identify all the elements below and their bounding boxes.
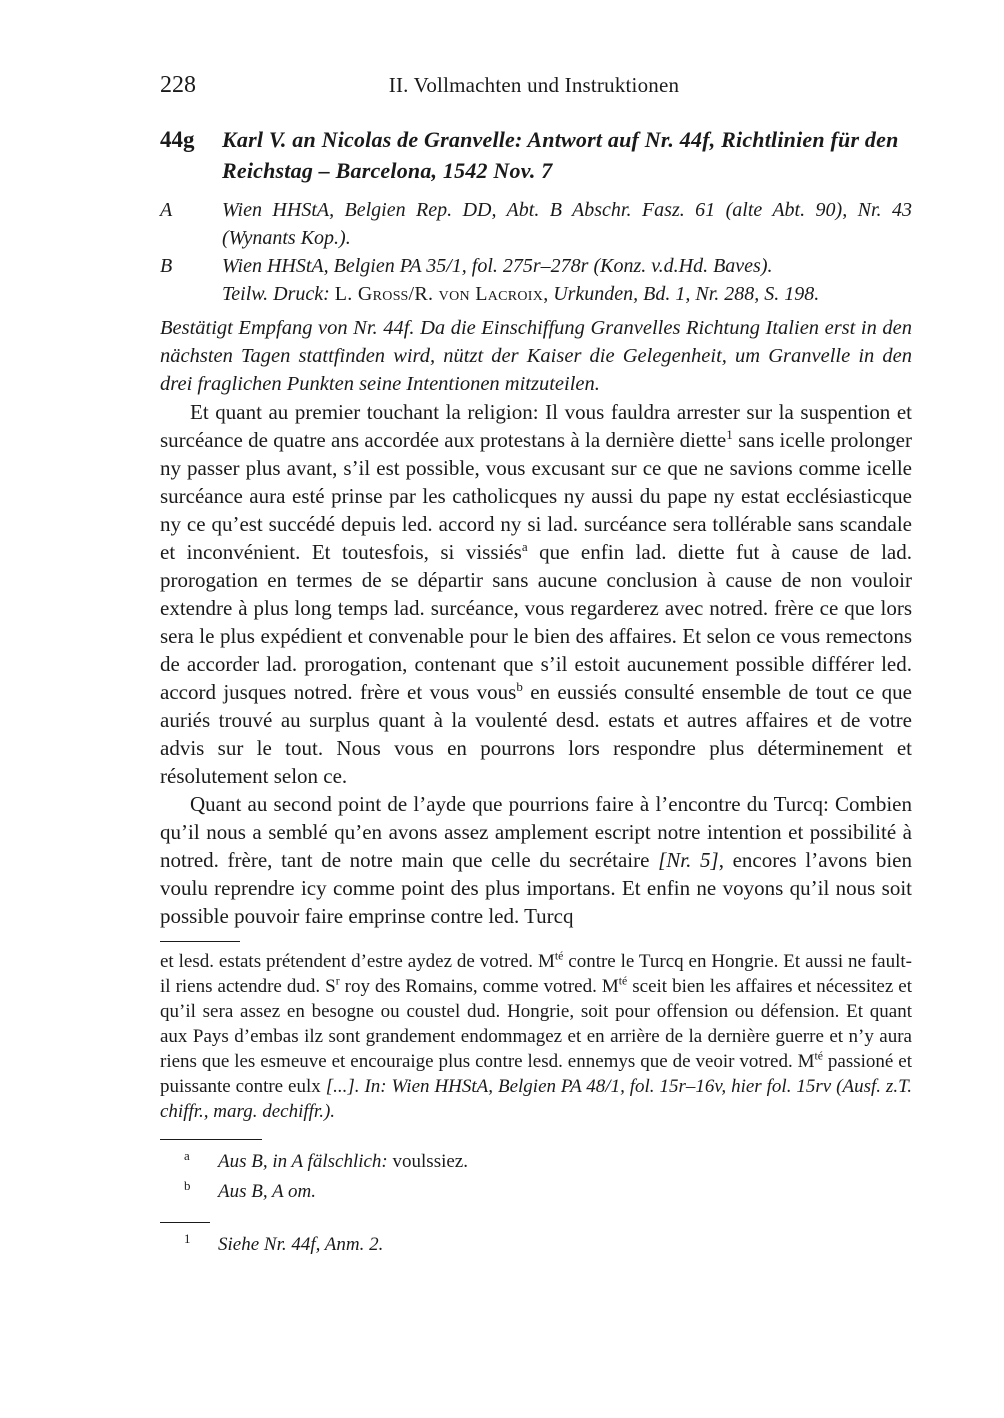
print-reference-indent [160,280,222,308]
source-row-a [160,196,912,252]
source-text-a: Wien HHStA, Belgien Rep. DD, Abt. B Abschr. Fasz. 61 (alte Abt. 90), Nr. 43 (Wynants Kop.). [222,199,912,249]
body-paragraph-religion: Et quant au premier touchant la religion: Il vous fauldra arrester sur la suspention et surcéance de quatre ans accordée aux protestans à la dernière diette$^1$ sans icelle prolonger ny passer plus avant, s’il est possible, vous excusant sur ce que ne savions comme icelle surcéance aura esté prinse par les catholicques ny aussi du pape ny estat ecclésiasticque ny ce qu’est succédé depuis led. accord ny si lad. surcéance sera tollérable sans scandale et inconvénient. Et toutesfois, si vissiés$^a$ que enfin lad. diette fut à cause de lad. prorogation en termes de se départir sans aucune conclusion à cause de non vouloir extendre à plus long temps lad. surcéance, vous regarderez avec notred. frère ce que lors sera le plus expédient et convenable pour le bien des affaires. Et selon ce vous remectons de accorder lad. prorogation, contenant que s’il estoit aucunement possible différer led. accord jusques notred. frère et vous vous$^b$ en eussiés consulté ensemble de tout ce que auriés trouvé au surplus quant à la voulenté desd. estats et autres affaires et de votre advis sur le tout. Nous vous en pourrons lors respondre plus déterminement et résolutement selon ce. [160,400,912,788]
apparatus-text-a: Aus B, in A fälschlich: voulssiez. [218,1151,468,1172]
letter-body [160,398,912,930]
summary-paragraph: Bestätigt Empfang von Nr. 44f. Da die Einschiffung Granvelles Richtung Italien erst in den nächsten Tagen stattfinden wird, nützt der Kaiser die Gelegenheit, um Granvelle in den drei fraglichen Punkten seine Intentionen mitzuteilen. [160,317,912,395]
footnote-continuation-text: et lesd. estats prétendent d’estre aydez de votred. $M^{té}$ contre le Turcq en Hongrie. Et aussi ne fault-il riens actendre dud. $S^r$ roy des Romains, comme votred. $M^{té}$ sceit bien les affaires et nécessitez et qu’il sera assez en besogne ou coustel dud. Hongrie, soit pour offension ou défension. Et quant aux Pays d’embas ilz sont grandement endommagez et en arrière de la dernière guerre et n’y aura riens que les esmeuve et encouraige plus contre lesd. ennemys que de veoir votred. $M^{té}$ passioné et puissante contre eulx [...]. In: Wien HHStA, Belgien PA 48/1, fol. 15r–16v, hier fol. 15rv (Ausf. z.T. chiffr., marg. dechiffr.). [160,949,913,1122]
footnote-continuation-separator [160,941,240,942]
page-number: 228 [160,72,196,98]
numbered-footnote-separator [160,1222,210,1223]
document-title: Karl V. an Nicolas de Granvelle: Antwort auf Nr. 44f, Richtlinien für den Reichstag – Barcelona, 1542 Nov. 7 [222,127,899,183]
numbered-footnote-1: 1 Siehe Nr. 44f, Anm. 2. [184,1230,384,1255]
document-number: 44g [160,127,195,152]
print-reference: Teilw. Druck: L. Groß/R. von Lacroix, Urkunden, Bd. 1, Nr. 288, S. 198. [222,283,820,305]
source-row-b [160,252,912,280]
apparatus-separator [160,1139,262,1140]
source-siglum-a: A [160,199,173,221]
source-text-b: Wien HHStA, Belgien PA 35/1, fol. 275r–278r (Konz. v.d.Hd. Baves). [222,255,773,277]
running-header-row [160,72,912,98]
print-reference-row [160,280,912,308]
text-column [160,72,912,1260]
footnote-text-1: Siehe Nr. 44f, Anm. 2. [218,1234,384,1255]
apparatus-text-b: Aus B, A om. [218,1181,316,1202]
apparatus-note-a: a Aus B, in A fälschlich: voulssiez. [184,1147,468,1172]
source-list [160,196,912,308]
running-header: II. Vollmachten und Instruktionen [388,73,680,97]
body-paragraph-turcq: Quant au second point de l’ayde que pourrions faire à l’encontre du Turcq: Combien qu’il nous a semblé qu’en avons assez amplement escript notre intention et possibilité à notred. frère, tant de notre main que celle du secrétaire [Nr. 5], encores l’avons bien voulu reprendre icy comme point des plus importans. Et enfin ne voyons qu’il nous soit possible pouvoir faire emprinse contre led. Turcq [160,792,913,928]
critical-apparatus [160,1139,912,1260]
source-siglum-b: B [160,255,173,277]
document-heading [160,124,912,186]
apparatus-note-b: b Aus B, A om. [184,1177,316,1202]
footnote-continuation-block [160,941,912,1124]
